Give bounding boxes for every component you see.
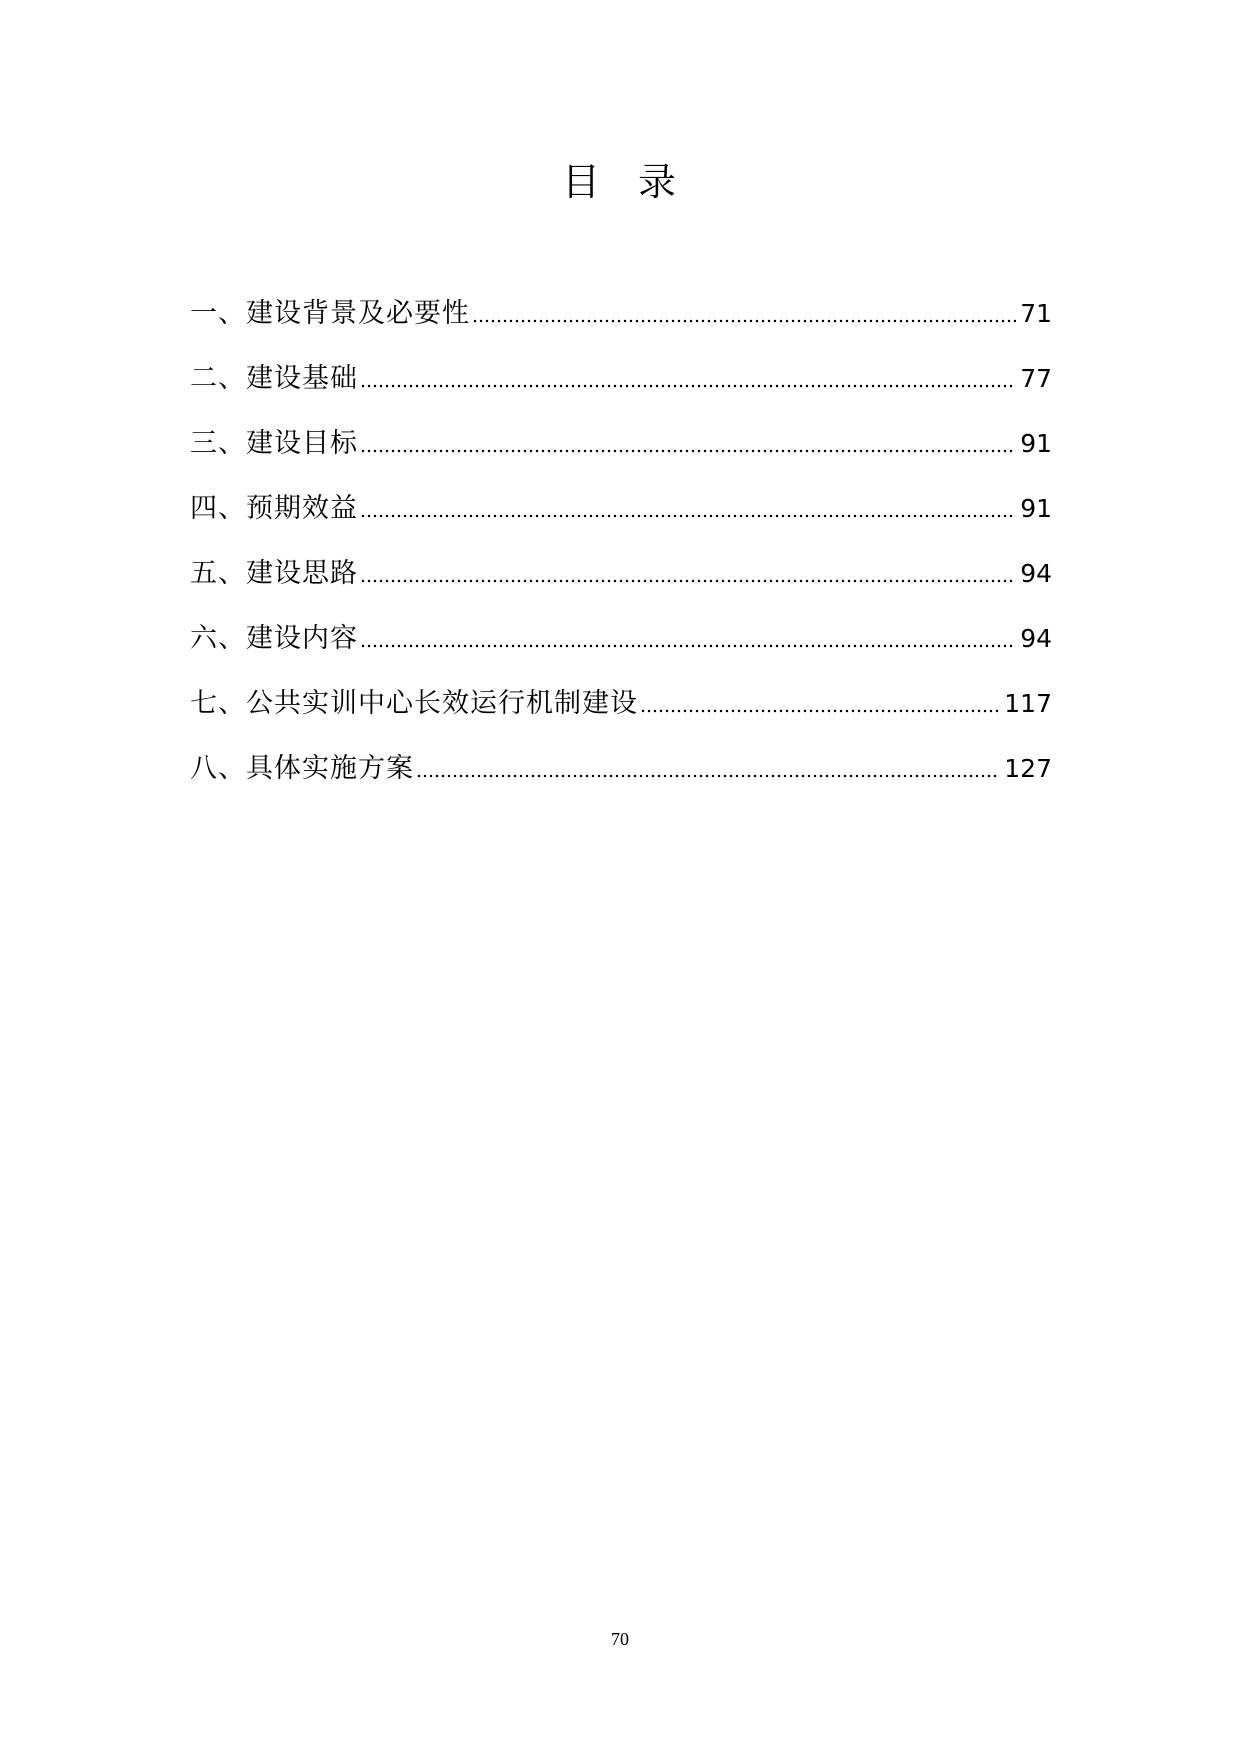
toc-dot-leader	[360, 576, 1016, 584]
toc-entry-page: 94	[1020, 624, 1052, 653]
toc-entry-label: 三、建设目标	[190, 428, 358, 459]
toc-entry	[190, 541, 1052, 606]
toc-entry-label: 四、预期效益	[190, 493, 358, 524]
page-title: 目 录	[561, 160, 679, 204]
toc-entry-page: 127	[1004, 754, 1052, 783]
toc-entry-page: 71	[1020, 299, 1052, 328]
toc-dot-leader	[360, 641, 1016, 649]
toc-dot-leader	[360, 381, 1016, 389]
toc-dot-leader	[416, 771, 1000, 779]
toc-entry-page: 91	[1020, 429, 1052, 458]
toc-entry-label: 七、公共实训中心长效运行机制建设	[190, 688, 638, 719]
toc-entry	[190, 736, 1052, 801]
toc-entry-label: 一、建设背景及必要性	[190, 298, 470, 329]
toc-dot-leader	[360, 511, 1016, 519]
toc-entry	[190, 476, 1052, 541]
toc-dot-leader	[640, 706, 1000, 714]
toc-entry-label: 二、建设基础	[190, 363, 358, 394]
toc-entry	[190, 411, 1052, 476]
toc-entry-page: 77	[1020, 364, 1052, 393]
toc-entry-page: 117	[1004, 689, 1052, 718]
toc-entry	[190, 606, 1052, 671]
page-number: 70	[611, 1629, 629, 1649]
toc-entry-label: 八、具体实施方案	[190, 753, 414, 784]
toc-entry-label: 六、建设内容	[190, 623, 358, 654]
toc-entry	[190, 671, 1052, 736]
toc-entry-label: 五、建设思路	[190, 558, 358, 589]
toc-entry	[190, 281, 1052, 346]
toc-entry	[190, 346, 1052, 411]
toc-dot-leader	[472, 316, 1016, 324]
table-of-contents	[190, 281, 1052, 801]
toc-entry-page: 91	[1020, 494, 1052, 523]
toc-entry-page: 94	[1020, 559, 1052, 588]
toc-dot-leader	[360, 446, 1016, 454]
